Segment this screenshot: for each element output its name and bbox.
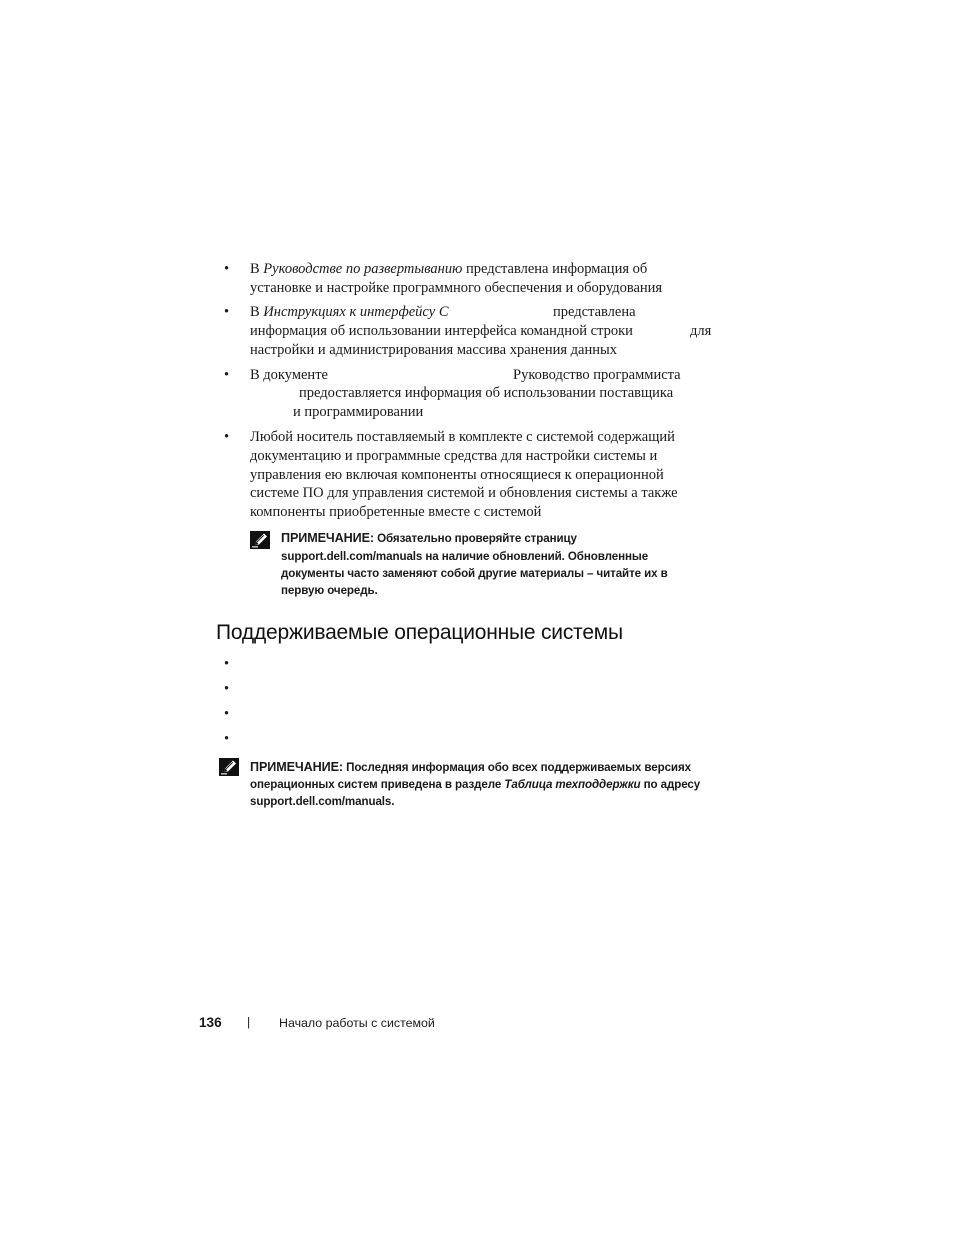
bullet-marker: •	[224, 367, 230, 383]
bullet-3-fragment: Руководство программиста	[513, 367, 681, 383]
note-line-1: ПРИМЕЧАНИЕ: Последняя информация обо всех поддерживаемых версиях	[250, 760, 691, 774]
note-line-2: операционных систем приведена в разделе Таблица техподдержки по адресу	[250, 778, 701, 791]
section-title: Поддерживаемые операционные системы	[216, 621, 623, 644]
bullet-marker: •	[224, 429, 230, 445]
note-label: ПРИМЕЧАНИЕ:	[281, 531, 374, 545]
note-label: ПРИМЕЧАНИЕ:	[250, 760, 343, 774]
note-line-2: support.dell.com/manuals на наличие обновлений. Обновленные	[281, 549, 649, 563]
os-bullet-marker: •	[224, 731, 230, 747]
bullet-4-line-2: документацию и программные средства для настройки системы и	[250, 448, 658, 464]
bullet-1-line-1: В Руководстве по развертыванию представлена информация об	[250, 261, 648, 277]
bullet-2-fragment: для	[690, 323, 712, 339]
footer-separator: |	[247, 1015, 251, 1029]
bullet-3-line-2: предоставляется информация об использовании поставщика	[299, 385, 674, 401]
bullet-marker: •	[224, 304, 230, 320]
support-link[interactable]: support.dell.com/manuals	[281, 549, 423, 563]
bullet-1-line-2: установке и настройке программного обеспечения и оборудования	[250, 279, 663, 296]
bullet-4-line-1: Любой носитель поставляемый в комплекте с системой содержащий	[250, 429, 675, 445]
bullet-4-line-3: управления ею включая компоненты относящиеся к операционной	[250, 466, 664, 483]
pencil-note-icon	[249, 530, 271, 550]
bullet-4-line-4: системе ПО для управления системой и обновления системы а также	[250, 485, 678, 501]
chapter-title: Начало работы с системой	[279, 1016, 435, 1030]
support-matrix-ref: Таблица техподдержки	[504, 778, 641, 791]
os-bullet-marker: •	[224, 681, 230, 697]
page-number: 136	[199, 1015, 222, 1030]
os-bullet-marker: •	[224, 656, 230, 672]
bullet-2-fragment: представлена	[553, 304, 636, 320]
support-link[interactable]: support.dell.com/manuals.	[250, 795, 395, 808]
note-line-3: документы часто заменяют собой другие материалы – читайте их в	[281, 567, 668, 580]
bullet-4-line-5: компоненты приобретенные вместе с системой	[250, 504, 542, 520]
bullet-3-line-1: В документе	[250, 367, 328, 383]
bullet-3-line-3: и программировании	[293, 404, 424, 420]
pencil-note-icon	[218, 757, 240, 777]
bullet-2-line-1: В Инструкциях к интерфейсу C	[250, 304, 449, 320]
bullet-2-line-3: настройки и администрирования массива хранения данных	[250, 342, 617, 358]
os-bullet-marker: •	[224, 706, 230, 722]
note-line-1: ПРИМЕЧАНИЕ: Обязательно проверяйте страницу	[281, 531, 577, 545]
bullet-marker: •	[224, 261, 230, 277]
bullet-2-line-2: информация об использовании интерфейса командной строки	[250, 323, 633, 339]
note-line-4: первую очередь.	[281, 584, 378, 597]
